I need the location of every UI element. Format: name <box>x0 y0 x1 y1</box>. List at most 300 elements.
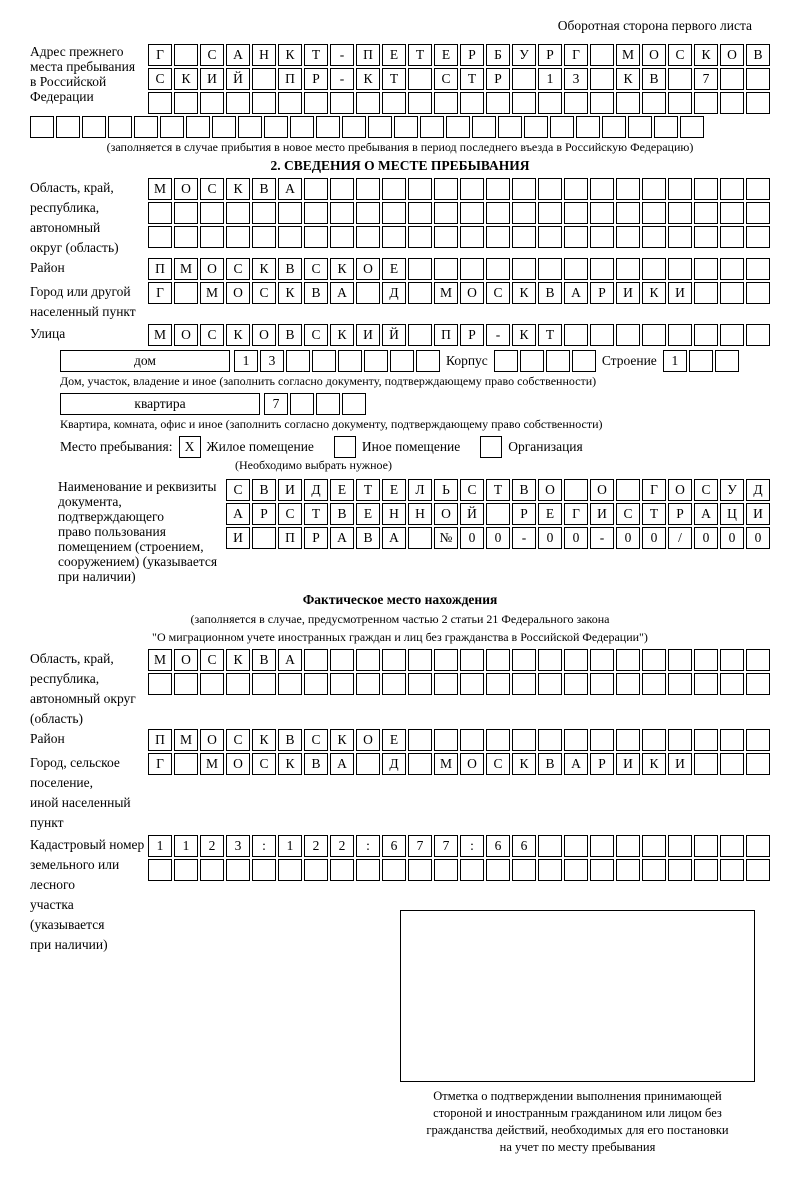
form-cell[interactable]: Т <box>538 324 562 346</box>
form-cell[interactable] <box>642 226 666 248</box>
form-cell[interactable]: 1 <box>538 68 562 90</box>
form-cell[interactable] <box>590 226 614 248</box>
form-cell[interactable] <box>434 729 458 751</box>
form-cell[interactable] <box>668 324 692 346</box>
form-cell[interactable]: Е <box>382 729 406 751</box>
form-cell[interactable]: М <box>434 753 458 775</box>
form-cell[interactable]: 0 <box>720 527 744 549</box>
form-cell[interactable] <box>460 202 484 224</box>
form-cell[interactable]: С <box>486 282 510 304</box>
form-cell[interactable] <box>694 282 718 304</box>
form-cell[interactable] <box>304 859 328 881</box>
form-cell[interactable]: 0 <box>460 527 484 549</box>
form-cell[interactable] <box>312 350 336 372</box>
form-cell[interactable]: 1 <box>663 350 687 372</box>
form-cell[interactable] <box>460 649 484 671</box>
form-cell[interactable] <box>512 258 536 280</box>
form-cell[interactable]: С <box>668 44 692 66</box>
form-cell[interactable] <box>394 116 418 138</box>
form-cell[interactable]: П <box>434 324 458 346</box>
form-cell[interactable]: 7 <box>694 68 718 90</box>
form-cell[interactable]: К <box>252 258 276 280</box>
form-cell[interactable] <box>134 116 158 138</box>
form-cell[interactable]: К <box>226 649 250 671</box>
form-cell[interactable]: В <box>356 527 380 549</box>
form-cell[interactable]: 7 <box>408 835 432 857</box>
form-cell[interactable] <box>694 729 718 751</box>
form-cell[interactable]: И <box>746 503 770 525</box>
form-cell[interactable] <box>616 226 640 248</box>
form-cell[interactable]: О <box>252 324 276 346</box>
form-cell[interactable]: Н <box>382 503 406 525</box>
form-cell[interactable]: А <box>330 527 354 549</box>
form-cell[interactable] <box>252 673 276 695</box>
form-cell[interactable] <box>720 202 744 224</box>
form-cell[interactable] <box>590 44 614 66</box>
form-cell[interactable] <box>720 729 744 751</box>
form-cell[interactable] <box>434 226 458 248</box>
form-cell[interactable] <box>434 178 458 200</box>
form-cell[interactable] <box>382 859 406 881</box>
form-cell[interactable]: С <box>304 258 328 280</box>
form-cell[interactable] <box>590 258 614 280</box>
form-cell[interactable]: 6 <box>486 835 510 857</box>
form-cell[interactable]: К <box>278 753 302 775</box>
form-cell[interactable]: 3 <box>260 350 284 372</box>
form-cell[interactable] <box>668 178 692 200</box>
form-cell[interactable] <box>642 324 666 346</box>
form-cell[interactable] <box>538 202 562 224</box>
form-cell[interactable] <box>616 324 640 346</box>
form-cell[interactable] <box>564 202 588 224</box>
form-cell[interactable] <box>290 116 314 138</box>
form-cell[interactable] <box>538 673 562 695</box>
form-cell[interactable]: О <box>174 178 198 200</box>
form-cell[interactable] <box>408 673 432 695</box>
form-cell[interactable] <box>304 649 328 671</box>
form-cell[interactable] <box>564 258 588 280</box>
form-cell[interactable]: В <box>538 753 562 775</box>
form-cell[interactable] <box>616 258 640 280</box>
form-cell[interactable] <box>460 729 484 751</box>
form-cell[interactable] <box>486 673 510 695</box>
form-cell[interactable]: В <box>512 479 536 501</box>
form-cell[interactable]: А <box>226 503 250 525</box>
form-cell[interactable]: М <box>200 753 224 775</box>
form-cell[interactable] <box>304 202 328 224</box>
form-cell[interactable]: Е <box>538 503 562 525</box>
form-cell[interactable]: 0 <box>746 527 770 549</box>
form-cell[interactable]: О <box>174 649 198 671</box>
form-cell[interactable] <box>512 859 536 881</box>
form-cell[interactable] <box>720 68 744 90</box>
form-cell[interactable]: К <box>512 282 536 304</box>
form-cell[interactable]: К <box>226 178 250 200</box>
form-cell[interactable]: О <box>174 324 198 346</box>
form-cell[interactable] <box>498 116 522 138</box>
form-cell[interactable]: 7 <box>434 835 458 857</box>
form-cell[interactable] <box>668 202 692 224</box>
form-cell[interactable]: П <box>148 729 172 751</box>
form-cell[interactable]: И <box>616 753 640 775</box>
form-cell[interactable] <box>382 92 406 114</box>
form-cell[interactable] <box>564 324 588 346</box>
form-cell[interactable]: А <box>226 44 250 66</box>
form-cell[interactable] <box>486 202 510 224</box>
form-cell[interactable]: В <box>746 44 770 66</box>
form-cell[interactable] <box>212 116 236 138</box>
form-cell[interactable]: Т <box>460 68 484 90</box>
form-cell[interactable]: Н <box>408 503 432 525</box>
form-cell[interactable] <box>746 835 770 857</box>
form-cell[interactable] <box>720 92 744 114</box>
form-cell[interactable]: С <box>278 503 302 525</box>
form-cell[interactable] <box>564 92 588 114</box>
form-cell[interactable] <box>460 859 484 881</box>
form-cell[interactable] <box>746 226 770 248</box>
form-cell[interactable] <box>82 116 106 138</box>
form-cell[interactable]: В <box>278 729 302 751</box>
form-cell[interactable] <box>694 835 718 857</box>
form-cell[interactable] <box>356 282 380 304</box>
form-cell[interactable] <box>460 178 484 200</box>
form-cell[interactable] <box>642 729 666 751</box>
form-cell[interactable] <box>252 68 276 90</box>
form-cell[interactable]: - <box>330 44 354 66</box>
form-cell[interactable] <box>538 859 562 881</box>
form-cell[interactable] <box>694 258 718 280</box>
form-cell[interactable] <box>720 282 744 304</box>
form-cell[interactable]: К <box>642 753 666 775</box>
form-cell[interactable] <box>330 202 354 224</box>
form-cell[interactable] <box>434 92 458 114</box>
form-cell[interactable] <box>200 92 224 114</box>
form-cell[interactable] <box>108 116 132 138</box>
form-cell[interactable] <box>694 859 718 881</box>
form-cell[interactable] <box>746 753 770 775</box>
form-cell[interactable] <box>616 92 640 114</box>
form-cell[interactable]: Е <box>434 44 458 66</box>
form-cell[interactable] <box>590 178 614 200</box>
form-cell[interactable] <box>720 178 744 200</box>
form-cell[interactable]: И <box>590 503 614 525</box>
form-cell[interactable] <box>538 835 562 857</box>
form-cell[interactable] <box>420 116 444 138</box>
form-cell[interactable] <box>538 729 562 751</box>
form-cell[interactable]: 2 <box>330 835 354 857</box>
form-cell[interactable] <box>226 202 250 224</box>
form-cell[interactable] <box>720 258 744 280</box>
form-cell[interactable] <box>186 116 210 138</box>
form-cell[interactable]: С <box>694 479 718 501</box>
form-cell[interactable] <box>200 202 224 224</box>
form-cell[interactable] <box>174 859 198 881</box>
form-cell[interactable] <box>512 729 536 751</box>
form-cell[interactable] <box>590 202 614 224</box>
form-cell[interactable] <box>668 226 692 248</box>
form-cell[interactable]: 1 <box>278 835 302 857</box>
form-cell[interactable] <box>278 202 302 224</box>
form-cell[interactable] <box>252 226 276 248</box>
form-cell[interactable] <box>746 729 770 751</box>
form-cell[interactable] <box>408 859 432 881</box>
form-cell[interactable]: Г <box>148 44 172 66</box>
form-cell[interactable] <box>382 226 406 248</box>
form-cell[interactable] <box>746 282 770 304</box>
form-cell[interactable]: С <box>252 282 276 304</box>
form-cell[interactable] <box>330 673 354 695</box>
form-cell[interactable]: С <box>200 178 224 200</box>
form-cell[interactable]: 0 <box>486 527 510 549</box>
form-cell[interactable] <box>616 178 640 200</box>
form-cell[interactable]: Д <box>304 479 328 501</box>
form-cell[interactable] <box>174 44 198 66</box>
form-cell[interactable]: - <box>512 527 536 549</box>
form-cell[interactable] <box>746 649 770 671</box>
form-cell[interactable] <box>628 116 652 138</box>
form-cell[interactable]: П <box>148 258 172 280</box>
form-cell[interactable]: Е <box>330 479 354 501</box>
form-cell[interactable] <box>460 258 484 280</box>
form-cell[interactable] <box>642 258 666 280</box>
form-cell[interactable] <box>434 649 458 671</box>
place-type-option-organization-checkbox[interactable] <box>480 436 502 458</box>
form-cell[interactable]: С <box>200 649 224 671</box>
form-cell[interactable] <box>590 324 614 346</box>
form-cell[interactable]: О <box>200 258 224 280</box>
form-cell[interactable] <box>148 859 172 881</box>
form-cell[interactable] <box>538 226 562 248</box>
form-cell[interactable] <box>616 673 640 695</box>
form-cell[interactable] <box>408 649 432 671</box>
form-cell[interactable] <box>408 753 432 775</box>
form-cell[interactable] <box>238 116 262 138</box>
form-cell[interactable]: С <box>226 729 250 751</box>
form-cell[interactable] <box>472 116 496 138</box>
form-cell[interactable]: К <box>642 282 666 304</box>
form-cell[interactable] <box>460 92 484 114</box>
form-cell[interactable]: К <box>694 44 718 66</box>
form-cell[interactable]: Р <box>590 753 614 775</box>
form-cell[interactable] <box>524 116 548 138</box>
form-cell[interactable] <box>564 226 588 248</box>
form-cell[interactable] <box>746 258 770 280</box>
form-cell[interactable]: К <box>330 729 354 751</box>
form-cell[interactable] <box>252 859 276 881</box>
form-cell[interactable] <box>174 226 198 248</box>
form-cell[interactable]: М <box>148 324 172 346</box>
form-cell[interactable]: С <box>252 753 276 775</box>
form-cell[interactable]: Й <box>226 68 250 90</box>
form-cell[interactable]: Р <box>538 44 562 66</box>
form-cell[interactable] <box>694 673 718 695</box>
form-cell[interactable] <box>590 649 614 671</box>
form-cell[interactable] <box>746 92 770 114</box>
form-cell[interactable] <box>512 202 536 224</box>
form-cell[interactable]: Р <box>304 527 328 549</box>
form-cell[interactable]: В <box>538 282 562 304</box>
form-cell[interactable]: В <box>330 503 354 525</box>
form-cell[interactable] <box>434 859 458 881</box>
form-cell[interactable]: Т <box>642 503 666 525</box>
form-cell[interactable]: Д <box>382 282 406 304</box>
form-cell[interactable]: М <box>148 649 172 671</box>
form-cell[interactable]: 0 <box>564 527 588 549</box>
form-cell[interactable]: - <box>486 324 510 346</box>
form-cell[interactable] <box>616 649 640 671</box>
form-cell[interactable] <box>330 178 354 200</box>
form-cell[interactable]: 1 <box>174 835 198 857</box>
form-cell[interactable]: Й <box>460 503 484 525</box>
form-cell[interactable]: № <box>434 527 458 549</box>
place-type-option-other-checkbox[interactable] <box>334 436 356 458</box>
form-cell[interactable] <box>564 835 588 857</box>
form-cell[interactable] <box>368 116 392 138</box>
form-cell[interactable] <box>434 258 458 280</box>
form-cell[interactable]: Р <box>668 503 692 525</box>
form-cell[interactable]: 2 <box>304 835 328 857</box>
form-cell[interactable] <box>564 649 588 671</box>
form-cell[interactable] <box>512 68 536 90</box>
form-cell[interactable] <box>330 859 354 881</box>
form-cell[interactable] <box>408 68 432 90</box>
form-cell[interactable]: М <box>174 729 198 751</box>
form-cell[interactable] <box>174 753 198 775</box>
form-cell[interactable] <box>148 673 172 695</box>
form-cell[interactable] <box>720 753 744 775</box>
form-cell[interactable] <box>408 282 432 304</box>
form-cell[interactable] <box>642 859 666 881</box>
form-cell[interactable] <box>720 673 744 695</box>
form-cell[interactable]: Е <box>382 479 406 501</box>
form-cell[interactable] <box>486 178 510 200</box>
form-cell[interactable]: А <box>564 753 588 775</box>
form-cell[interactable] <box>538 649 562 671</box>
form-cell[interactable] <box>460 226 484 248</box>
form-cell[interactable]: И <box>226 527 250 549</box>
form-cell[interactable]: С <box>200 44 224 66</box>
form-cell[interactable] <box>546 350 570 372</box>
form-cell[interactable] <box>680 116 704 138</box>
form-cell[interactable]: С <box>226 258 250 280</box>
form-cell[interactable]: 3 <box>564 68 588 90</box>
form-cell[interactable]: О <box>200 729 224 751</box>
form-cell[interactable] <box>174 92 198 114</box>
form-cell[interactable] <box>252 527 276 549</box>
form-cell[interactable] <box>290 393 314 415</box>
form-cell[interactable] <box>304 673 328 695</box>
form-cell[interactable] <box>356 226 380 248</box>
form-cell[interactable]: Д <box>746 479 770 501</box>
form-cell[interactable] <box>564 729 588 751</box>
form-cell[interactable] <box>408 178 432 200</box>
form-cell[interactable] <box>316 393 340 415</box>
form-cell[interactable]: О <box>642 44 666 66</box>
form-cell[interactable]: : <box>252 835 276 857</box>
form-cell[interactable] <box>512 92 536 114</box>
form-cell[interactable]: У <box>512 44 536 66</box>
form-cell[interactable] <box>408 226 432 248</box>
form-cell[interactable] <box>252 202 276 224</box>
form-cell[interactable] <box>668 859 692 881</box>
form-cell[interactable] <box>590 92 614 114</box>
form-cell[interactable] <box>174 673 198 695</box>
form-cell[interactable] <box>694 178 718 200</box>
form-cell[interactable]: И <box>668 753 692 775</box>
form-cell[interactable] <box>564 859 588 881</box>
form-cell[interactable]: К <box>252 729 276 751</box>
form-cell[interactable] <box>382 202 406 224</box>
form-cell[interactable]: В <box>278 258 302 280</box>
form-cell[interactable]: Д <box>382 753 406 775</box>
form-cell[interactable]: В <box>304 753 328 775</box>
form-cell[interactable] <box>642 649 666 671</box>
form-cell[interactable] <box>486 92 510 114</box>
form-cell[interactable]: П <box>278 527 302 549</box>
form-cell[interactable]: С <box>148 68 172 90</box>
form-cell[interactable] <box>694 324 718 346</box>
form-cell[interactable] <box>356 92 380 114</box>
form-cell[interactable] <box>512 673 536 695</box>
form-cell[interactable]: О <box>668 479 692 501</box>
form-cell[interactable]: С <box>304 324 328 346</box>
form-cell[interactable]: 1 <box>234 350 258 372</box>
form-cell[interactable] <box>642 202 666 224</box>
form-cell[interactable]: Й <box>382 324 406 346</box>
form-cell[interactable]: Р <box>512 503 536 525</box>
form-cell[interactable] <box>316 116 340 138</box>
form-cell[interactable] <box>576 116 600 138</box>
form-cell[interactable] <box>252 92 276 114</box>
form-cell[interactable] <box>338 350 362 372</box>
form-cell[interactable]: О <box>590 479 614 501</box>
form-cell[interactable] <box>694 753 718 775</box>
form-cell[interactable] <box>590 68 614 90</box>
form-cell[interactable]: С <box>434 68 458 90</box>
form-cell[interactable] <box>486 859 510 881</box>
form-cell[interactable]: Л <box>408 479 432 501</box>
form-cell[interactable] <box>616 859 640 881</box>
form-cell[interactable]: К <box>174 68 198 90</box>
form-cell[interactable] <box>446 116 470 138</box>
form-cell[interactable]: А <box>278 649 302 671</box>
form-cell[interactable] <box>616 729 640 751</box>
form-cell[interactable] <box>486 258 510 280</box>
form-cell[interactable]: 7 <box>264 393 288 415</box>
form-cell[interactable] <box>746 202 770 224</box>
form-cell[interactable] <box>668 68 692 90</box>
form-cell[interactable]: Г <box>564 44 588 66</box>
form-cell[interactable] <box>330 92 354 114</box>
form-cell[interactable]: Н <box>252 44 276 66</box>
form-cell[interactable]: К <box>226 324 250 346</box>
form-cell[interactable] <box>460 673 484 695</box>
form-cell[interactable]: И <box>668 282 692 304</box>
form-cell[interactable] <box>715 350 739 372</box>
form-cell[interactable] <box>720 226 744 248</box>
form-cell[interactable] <box>278 859 302 881</box>
form-cell[interactable]: И <box>616 282 640 304</box>
form-cell[interactable] <box>278 673 302 695</box>
form-cell[interactable] <box>408 729 432 751</box>
form-cell[interactable] <box>382 673 406 695</box>
form-cell[interactable]: М <box>174 258 198 280</box>
form-cell[interactable] <box>356 859 380 881</box>
form-cell[interactable] <box>382 649 406 671</box>
form-cell[interactable]: О <box>356 258 380 280</box>
form-cell[interactable] <box>342 116 366 138</box>
form-cell[interactable]: Т <box>382 68 406 90</box>
